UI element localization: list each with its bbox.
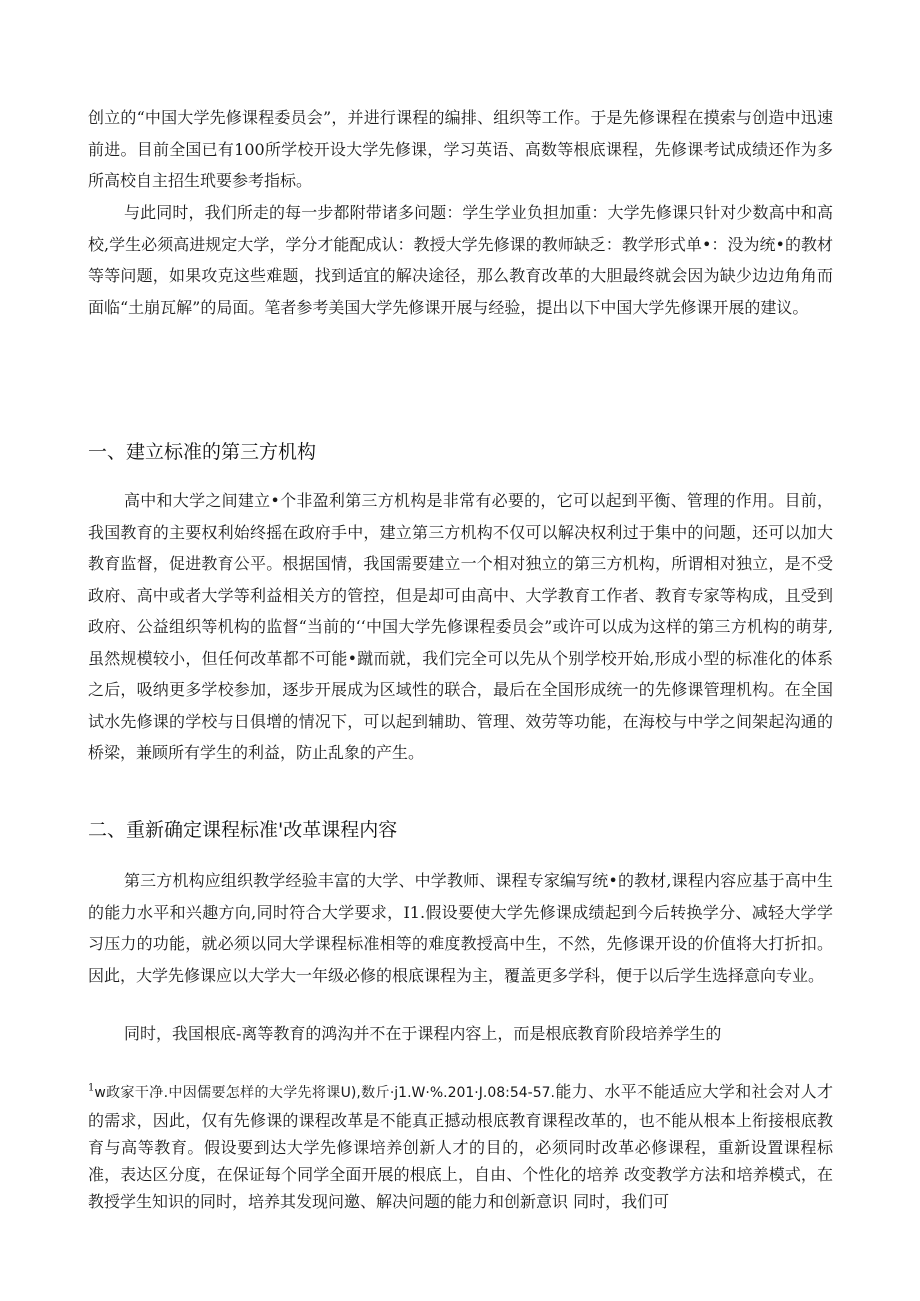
footnote-block — [88, 1078, 833, 1215]
footnote-continuation-text: 能力、水平不能适应大学和社会对人才的需求，因此，仅有先修课的课程改革是不能真正撼动根底教育课程改革的，也不能从根本上衔接根底教育与高等教育。假设要到达大学先修课培养创新人才的目的，必须同时改革必修课程，重新设置课程标准，表达区分度，在保证每个同学全面开展的根底上，自由、个性化的培养 改变教学方法和培养模式，在教授学生知识的同时，培养其发现问邀、解决问题的能力和创新意识 同时，我们可 — [88, 1082, 833, 1211]
paragraph-problems: 与此同时，我们所走的每一步都附带诸多问题：学生学业负担加重：大学先修课只针对少数高中和高校,学生必须高进规定大学，学分才能配成认：教授大学先修课的教师缺乏：教学形式单•：没为统•的教材等等问题，如果攻克这些难题，找到适宜的解决途径，那么教育改革的大胆最终就会因为缺少边边角角而面临“土崩瓦解”的局面。笔者参考美国大学先修课开展与经验，提出以下中国大学先修课开展的建议。 — [88, 203, 833, 317]
section-heading-third-party: 一、建立标准的第三方机构 — [88, 441, 317, 463]
footnote-citation: w政家干净.中因儒要怎样的大学先将课U),数斤·j1.W·%.201·J.08:54-57. — [94, 1085, 555, 1101]
paragraph-continued: 同时，我国根底-离等教育的鸿沟并不在于课程内容上，而是根底教育阶段培养学生的 — [124, 1024, 722, 1043]
paragraph-curriculum-body: 第三方机构应组织教学经验丰富的大学、中学教师、课程专家编写统•的教材,课程内容应基于高中生的能力水平和兴趣方向,同时符合大学要求，I1.假设要使大学先修课成绩起到今后转换学分、减轻大学学习压力的功能，就必须以同大学课程标准相等的难度教授高中生，不然，先修课开设的价值将大打折扣。因此，大学先修课应以大学大一年级必修的根底课程为主，覆盖更多学科，便于以后学生选择意向专业。 — [88, 871, 833, 985]
section-heading-curriculum: 二、重新确定课程标准'改革课程内容 — [88, 819, 398, 841]
paragraph-third-party-body: 高中和大学之间建立•个非盈利第三方机构是非常有必要的，它可以起到平衡、管理的作用。目前，我国教育的主要权利始终摇在政府手中，建立第三方机构不仅可以解决权利过于集中的问题，还可以加大教育监督，促进教育公平。根据国情，我国需要建立一个相对独立的第三方机构，所谓相对独立，是不受政府、高中或者大学等利益相关方的管控，但是却可由高中、大学教育工作者、教育专家等构成，且受到政府、公益组织等机构的监督“当前的‘‘中国大学先修课程委员会”或许可以成为这样的第三方机构的萌芽,虽然规模较小，但任何改革都不可能•蹴而就，我们完全可以先从个别学校开始,形成小型的标准化的体系之后，吸纳更多学校参加，逐步开展成为区域性的联合，最后在全国形成统一的先修课管理机构。在全国试水先修课的学校与日俱增的情况下，可以起到辅助、管理、效劳等功能，在海校与中学之间架起沟通的桥梁，兼顾所有学生的利益，防止乱象的产生。 — [88, 491, 833, 762]
paragraph-committee: 创立的“中国大学先修课程委员会”，并进行课程的编排、组织等工作。于是先修课程在摸索与创造中迅速前进。目前全国已有100所学校开设大学先修课，学习英语、高数等根底课程，先修课考试成绩还作为多所高校自主招生玳要参考指标。 — [88, 108, 833, 190]
footnote-marker: 1 — [88, 1082, 95, 1094]
